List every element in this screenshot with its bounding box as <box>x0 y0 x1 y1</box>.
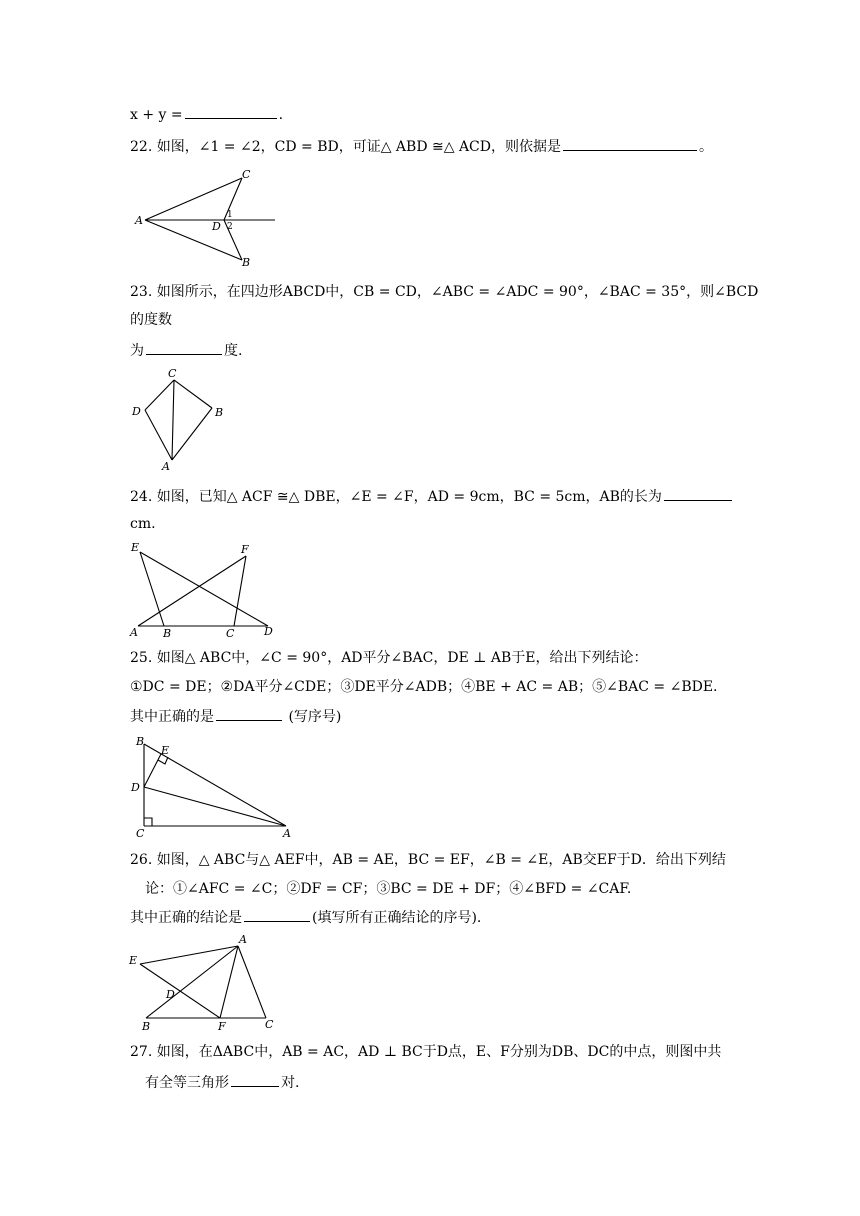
q24-label-e: E <box>131 541 140 554</box>
q23-text-3: 为 <box>130 343 144 359</box>
q24-lines <box>138 552 268 626</box>
q24-line-1 <box>130 486 734 507</box>
q22-text: 22. 如图，∠1 = ∠2，CD = BD，可证△ ABD ≅△ ACD，则依据是 <box>130 139 561 155</box>
q26-figure <box>128 932 288 1032</box>
q23-label-d: D <box>132 405 141 418</box>
q22-label-d: D <box>212 220 221 233</box>
q26-answer-blank[interactable] <box>244 907 310 922</box>
q21-answer-blank[interactable] <box>185 104 277 119</box>
q24-label-d: D <box>264 625 273 638</box>
q24-label-a: A <box>130 626 138 639</box>
q26-line-1 <box>130 850 726 870</box>
q25-label-b: B <box>136 735 145 748</box>
q26-line-2 <box>145 879 631 899</box>
q25-label-d: D <box>131 781 140 794</box>
q26-text-2: 论：①∠AFC = ∠C；②DF = CF；③BC = DE + DF；④∠BFD = ∠CAF. <box>145 881 632 897</box>
q23-line-2 <box>130 310 172 330</box>
q23-end: 度. <box>224 343 243 359</box>
q25-end: (写序号) <box>284 709 342 725</box>
q26-line-3 <box>130 907 481 928</box>
q25-text-1: 25. 如图△ ABC中，∠C = 90°，AD平分∠BAC，DE ⊥ AB于E，给出下列结论： <box>130 650 648 666</box>
q25-text-3: 其中正确的是 <box>130 709 214 725</box>
q22-lines <box>145 178 275 260</box>
q22-figure <box>130 168 280 268</box>
q25-line-2 <box>130 677 718 697</box>
q25-line-3 <box>130 706 341 727</box>
q26-lines <box>140 946 266 1018</box>
q26-label-d: D <box>166 988 175 1001</box>
q24-line-2 <box>130 514 156 534</box>
q27-answer-blank[interactable] <box>231 1072 279 1087</box>
q27-end: 对. <box>281 1075 300 1091</box>
q24-text-1: 24. 如图，已知△ ACF ≅△ DBE，∠E = ∠F，AD = 9cm，BC = 5cm，AB的长为 <box>130 489 662 505</box>
q27-text-1: 27. 如图，在ΔABC中，AB = AC，AD ⊥ BC于D点，E、F分别为DB、DC的中点，则图中共 <box>130 1044 722 1060</box>
q21-text: x + y = <box>130 107 183 123</box>
q23-text-2: 的度数 <box>130 312 172 328</box>
q22-label-b: B <box>242 256 251 269</box>
q23-line-3 <box>130 340 242 361</box>
q26-end: (填写所有正确结论的序号). <box>312 910 482 926</box>
q22-label-a: A <box>135 214 143 227</box>
q26-label-c: C <box>265 1018 274 1031</box>
q22-label-1: 1 <box>227 210 233 220</box>
q23-lines <box>145 380 212 460</box>
q25-label-c: C <box>136 827 145 840</box>
q24-figure <box>128 540 288 640</box>
q26-label-a: A <box>239 933 247 946</box>
q26-text-3: 其中正确的结论是 <box>130 910 242 926</box>
q24-label-b: B <box>163 627 172 640</box>
q23-label-c: C <box>168 367 177 380</box>
q23-text-1: 23. 如图所示，在四边形ABCD中，CB = CD，∠ABC = ∠ADC = 90°，∠BAC = 35°，则∠BCD <box>130 284 759 300</box>
q26-label-f: F <box>218 1020 226 1033</box>
q23-label-b: B <box>215 406 224 419</box>
q21-end: . <box>278 107 284 123</box>
q22-answer-blank[interactable] <box>563 136 697 151</box>
q23-figure <box>130 367 240 473</box>
q26-label-b: B <box>142 1020 151 1033</box>
q25-answer-blank[interactable] <box>216 706 282 721</box>
q24-label-f: F <box>241 543 249 556</box>
q21-line <box>130 104 283 125</box>
q24-answer-blank[interactable] <box>664 486 732 501</box>
q23-line-1 <box>130 282 758 302</box>
q25-line-1 <box>130 648 648 668</box>
q22-label-c: C <box>242 168 251 181</box>
q26-text-1: 26. 如图，△ ABC与△ AEF中，AB = AE，BC = EF，∠B = ∠E，AB交EF于D．给出下列结 <box>130 852 726 868</box>
q22-label-2: 2 <box>227 222 233 232</box>
q27-line-1 <box>130 1042 721 1062</box>
q22-question <box>130 136 713 157</box>
q27-text-2: 有全等三角形 <box>145 1075 229 1091</box>
q25-label-a: A <box>283 827 291 840</box>
q25-figure <box>128 732 298 842</box>
q23-answer-blank[interactable] <box>146 340 222 355</box>
q23-label-a: A <box>162 460 170 473</box>
q24-text-2: cm. <box>130 516 156 532</box>
q24-label-c: C <box>226 627 235 640</box>
q25-text-2: ①DC = DE；②DA平分∠CDE；③DE平分∠ADB；④BE + AC = AB；⑤∠BAC = ∠BDE. <box>130 679 718 695</box>
q26-label-e: E <box>129 954 138 967</box>
q25-label-e: E <box>161 744 170 757</box>
q22-end: 。 <box>699 139 713 155</box>
q27-line-2 <box>145 1072 299 1093</box>
